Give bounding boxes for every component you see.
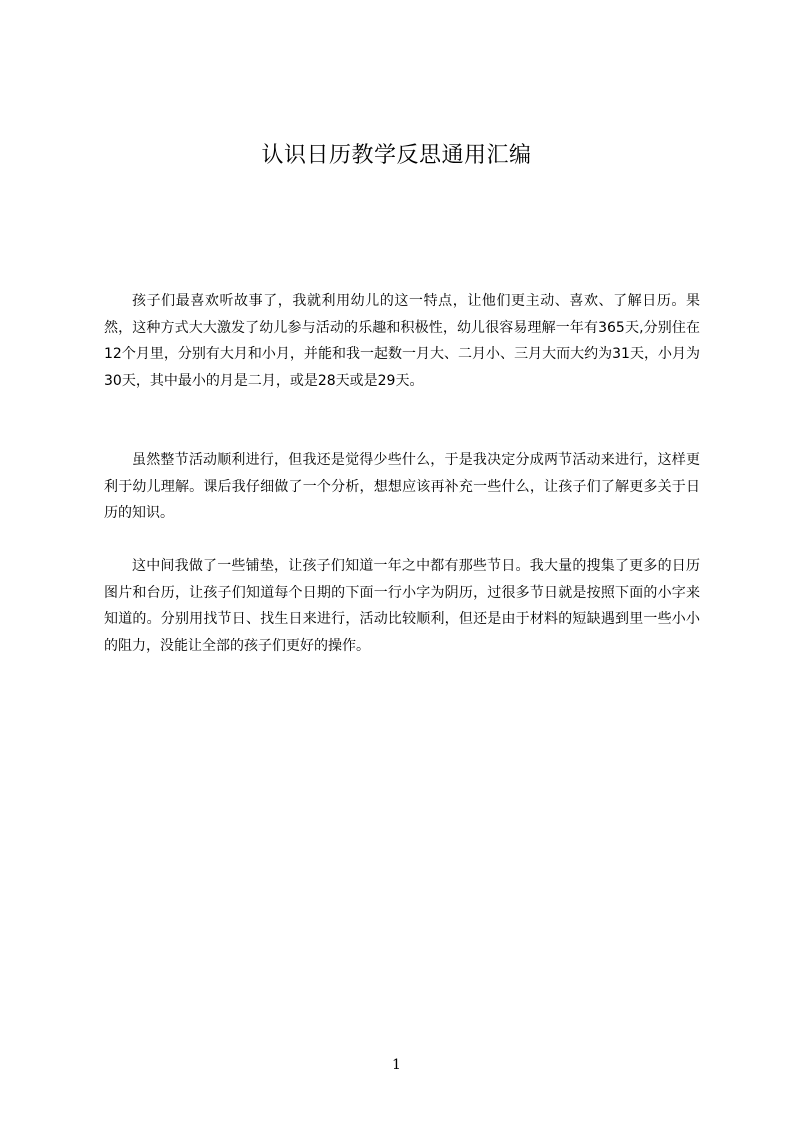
paragraph-1-container bbox=[104, 288, 700, 394]
paragraph-2: 虽然整节活动顺利进行，但我还是觉得少些什么，于是我决定分成两节活动来进行，这样更利于幼儿理解。课后我仔细做了一个分析，想想应该再补充一些什么，让孩子们了解更多关于日历的知识。 bbox=[104, 452, 700, 521]
paragraph-3: 这中间我做了一些铺垫，让孩子们知道一年之中都有那些节日。我大量的搜集了更多的日历图片和台历，让孩子们知道每个日期的下面一行小字为阴历，过很多节日就是按照下面的小字来知道的。分别用找节日、找生日来进行，活动比较顺利，但还是由于材料的短缺遇到里一些小小的阻力，没能让全部的孩子们更好的操作。 bbox=[104, 558, 700, 654]
page-title: 认识日历教学反思通用汇编 bbox=[261, 143, 532, 168]
paragraph-3-container bbox=[104, 553, 700, 659]
paragraph-2-container bbox=[104, 447, 700, 527]
paragraph-1: 孩子们最喜欢听故事了，我就利用幼儿的这一特点，让他们更主动、喜欢、了解日历。果然，这种方式大大激发了幼儿参与活动的乐趣和积极性，幼儿很容易理解一年有365天,分别住在 12个月里，分别有大月和小月，并能和我一起数一月大、二月小、三月大而大约为31天，小月为30天，其中最小的月是二月，或是28天或是29天。 bbox=[104, 293, 700, 389]
page-number: 1 bbox=[392, 1057, 401, 1073]
